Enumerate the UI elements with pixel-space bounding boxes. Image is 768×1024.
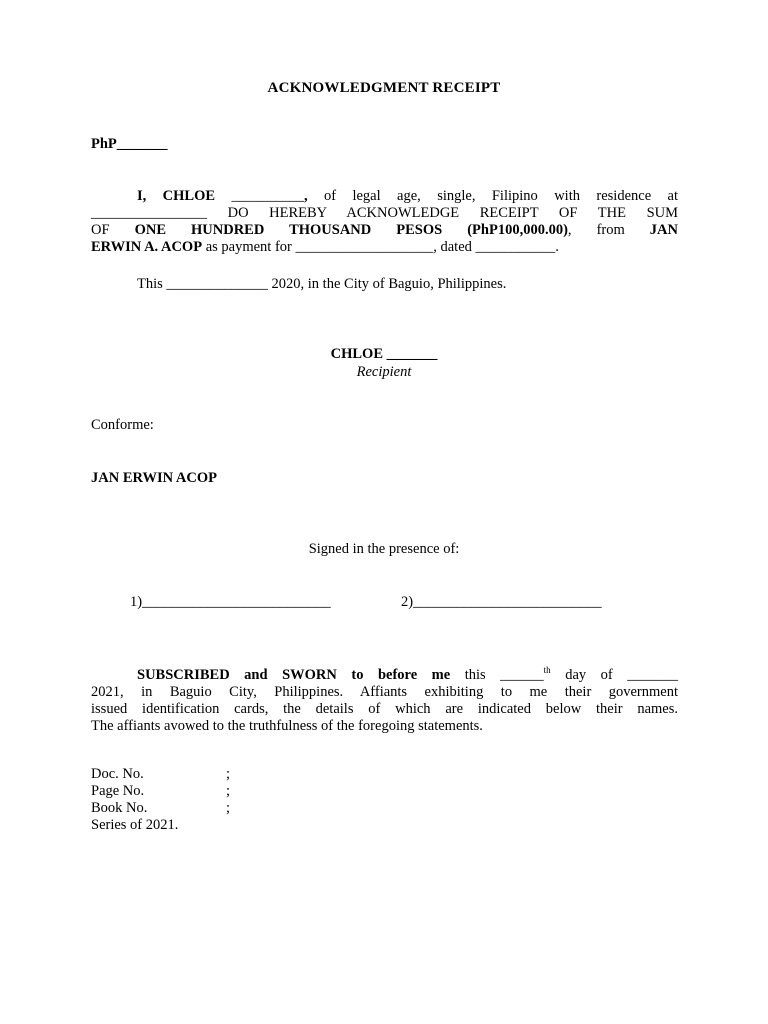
text-run: I, CHLOE [137,188,216,204]
date-line: This ______________ 2020, in the City of Baguio, Philippines. [137,276,507,292]
notarial-semicolon: ; [226,766,231,782]
notarial-label: Doc. No. [91,766,144,782]
amount-line: PhP_______ [91,136,168,152]
text-run: OF [91,222,135,238]
text-run: ________________ DO HEREBY ACKNOWLEDGE RECEIPT OF THE SUM [91,205,678,221]
receipt-paragraph [91,188,678,256]
conforme-name: JAN ERWIN ACOP [91,470,217,486]
jurat-line-2: 2021, in Baguio City, Philippines. Affiants exhibiting to me their government [91,684,678,700]
text-run: __________ [215,188,304,204]
notarial-semicolon: ; [226,783,231,799]
text-run: ERWIN A. ACOP [91,239,203,255]
text-run: this ______ [450,667,544,683]
receipt-line-1 [91,188,678,205]
notarial-label: Page No. [91,783,145,799]
text-run: JAN [649,222,678,238]
recipient-role: Recipient [356,364,412,380]
receipt-line-4 [91,239,678,256]
jurat-paragraph [91,667,678,735]
text-run: SUBSCRIBED and SWORN to before me [137,667,451,683]
text-run: ONE HUNDRED THOUSAND PESOS (PhP100,000.00) [134,222,568,238]
receipt-line-3 [91,222,678,239]
witness-1-line: 1)__________________________ [130,594,331,610]
jurat-line-1 [91,667,678,684]
text-run: as payment for ___________________, dated ___________. [202,239,559,255]
notarial-label: Book No. [91,800,148,816]
jurat-line-3: issued identification cards, the details of which are indicated below their names. [91,701,678,717]
notarial-semicolon: ; [226,800,231,816]
notarial-label: Series of 2021. [91,817,179,833]
text-run: , [303,188,308,204]
text-run: th [543,665,551,675]
presence-label: Signed in the presence of: [308,541,460,557]
text-run: of legal age, single, Filipino with residence at [307,188,678,204]
receipt-line-2 [91,205,678,222]
witness-2-line: 2)__________________________ [401,594,602,610]
text-run: day of _______ [550,667,678,683]
jurat-line-4: The affiants avowed to the truthfulness of the foregoing statements. [91,718,483,734]
text-run: , from [567,222,650,238]
document-title: ACKNOWLEDGMENT RECEIPT [267,80,501,96]
conforme-label: Conforme: [91,417,154,433]
recipient-name: CHLOE _______ [330,346,438,362]
